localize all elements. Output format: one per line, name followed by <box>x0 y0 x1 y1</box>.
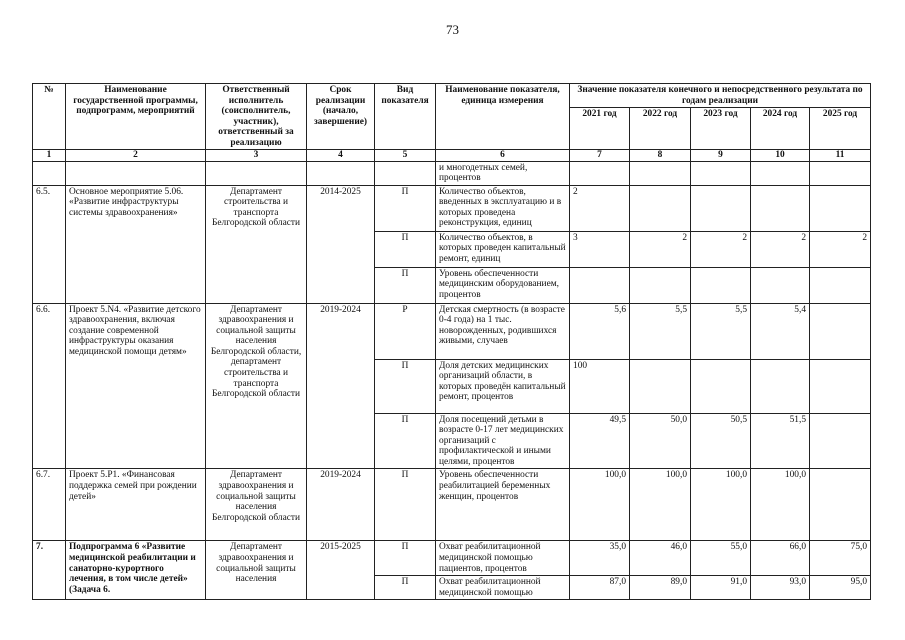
value-cell: 89,0 <box>630 576 691 600</box>
indicator-type: П <box>375 185 436 231</box>
table-row <box>33 161 871 185</box>
row-num: 7. <box>33 541 66 600</box>
indicator-cell: Уровень обеспеченности медицинским оборудованием, процентов <box>436 267 570 303</box>
column-number: 10 <box>751 150 810 162</box>
value-cell <box>570 267 630 303</box>
term-cell: 2019-2024 <box>307 469 375 541</box>
indicator-type: Р <box>375 303 436 359</box>
indicator-type: П <box>375 469 436 541</box>
indicator-cell: Уровень обеспеченности реабилитацией беременных женщин, процентов <box>436 469 570 541</box>
value-cell: 2 <box>691 231 751 267</box>
column-number: 9 <box>691 150 751 162</box>
responsible-cell: Департамент здравоохранения и социальной защиты населения Белгородской области, департамент строительства и транспорта Белгородской области <box>206 303 307 469</box>
indicator-type: П <box>375 231 436 267</box>
indicator-type: П <box>375 267 436 303</box>
indicator-cell: Доля детских медицинских организаций области, в которых проведён капитальный ремонт, процентов <box>436 359 570 413</box>
row-num: 6.6. <box>33 303 66 469</box>
table-row <box>33 541 871 576</box>
header-year: 2022 год <box>630 108 691 150</box>
value-cell <box>810 185 871 231</box>
column-number: 5 <box>375 150 436 162</box>
value-cell: 95,0 <box>810 576 871 600</box>
indicator-cell: Доля посещений детьми в возрасте 0-17 лет медицинских организаций с профилактической и иными целями, процентов <box>436 413 570 469</box>
responsible-cell: Департамент строительства и транспорта Белгородской области <box>206 185 307 303</box>
column-number: 8 <box>630 150 691 162</box>
header-values-group: Значение показателя конечного и непосредственного результата по годам реализации <box>570 84 871 108</box>
value-cell <box>691 267 751 303</box>
value-cell: 100,0 <box>630 469 691 541</box>
term-cell: 2015-2025 <box>307 541 375 600</box>
value-cell: 75,0 <box>810 541 871 576</box>
header-num: № <box>33 84 66 150</box>
responsible-cell: Департамент здравоохранения и социальной защиты населения Белгородской области <box>206 469 307 541</box>
value-cell: 5,5 <box>691 303 751 359</box>
value-cell: 2 <box>810 231 871 267</box>
value-cell <box>691 359 751 413</box>
value-cell <box>751 185 810 231</box>
column-number: 1 <box>33 150 66 162</box>
indicator-cell: и многодетных семей, процентов <box>436 161 570 185</box>
indicator-cell: Количество объектов, в которых проведен капитальный ремонт, единиц <box>436 231 570 267</box>
header-year: 2021 год <box>570 108 630 150</box>
column-number: 4 <box>307 150 375 162</box>
table-row <box>33 469 871 541</box>
column-number: 3 <box>206 150 307 162</box>
value-cell: 49,5 <box>570 413 630 469</box>
responsible-cell: Департамент здравоохранения и социальной защиты населения <box>206 541 307 600</box>
indicator-cell: Охват реабилитационной медицинской помощью пациентов, процентов <box>436 541 570 576</box>
value-cell: 87,0 <box>570 576 630 600</box>
indicator-type: П <box>375 359 436 413</box>
value-cell <box>810 267 871 303</box>
table-row <box>33 303 871 359</box>
value-cell: 93,0 <box>751 576 810 600</box>
measure-name: Основное мероприятие 5.06. «Развитие инфраструктуры системы здравоохранения» <box>66 185 206 303</box>
header-type: Вид показателя <box>375 84 436 150</box>
value-cell: 91,0 <box>691 576 751 600</box>
value-cell: 66,0 <box>751 541 810 576</box>
page-number: 73 <box>446 22 459 37</box>
measure-name: Проект 5.N4. «Развитие детского здравоохранения, включая создание современной инфраструктуры оказания медицинской помощи детям» <box>66 303 206 469</box>
measure-name: Подпрограмма 6 «Развитие медицинской реабилитации и санаторно-курортного лечения, в том числе детей» (Задача 6. <box>66 541 206 600</box>
value-cell: 2 <box>570 185 630 231</box>
value-cell: 50,5 <box>691 413 751 469</box>
header-year: 2025 год <box>810 108 871 150</box>
term-cell: 2014-2025 <box>307 185 375 303</box>
indicators-table <box>32 83 871 600</box>
header-responsible: Ответственный исполнитель (соисполнитель, участник), ответственный за реализацию <box>206 84 307 150</box>
value-cell <box>630 185 691 231</box>
header-term: Срок реализации (начало, завершение) <box>307 84 375 150</box>
value-cell: 2 <box>630 231 691 267</box>
header-indicator: Наименование показателя, единица измерения <box>436 84 570 150</box>
column-number: 6 <box>436 150 570 162</box>
value-cell <box>751 267 810 303</box>
measure-name: Проект 5.P1. «Финансовая поддержка семей при рождении детей» <box>66 469 206 541</box>
value-cell <box>810 359 871 413</box>
value-cell: 46,0 <box>630 541 691 576</box>
value-cell <box>630 359 691 413</box>
table-row <box>33 185 871 231</box>
value-cell <box>810 303 871 359</box>
value-cell: 55,0 <box>691 541 751 576</box>
value-cell: 100,0 <box>570 469 630 541</box>
value-cell: 5,6 <box>570 303 630 359</box>
column-number: 7 <box>570 150 630 162</box>
value-cell: 100,0 <box>751 469 810 541</box>
row-num: 6.5. <box>33 185 66 303</box>
value-cell: 2 <box>751 231 810 267</box>
value-cell <box>691 185 751 231</box>
header-year: 2023 год <box>691 108 751 150</box>
value-cell: 51,5 <box>751 413 810 469</box>
value-cell: 5,4 <box>751 303 810 359</box>
indicator-type: П <box>375 576 436 600</box>
value-cell: 100 <box>570 359 630 413</box>
column-number: 2 <box>66 150 206 162</box>
header-name: Наименование государственной программы, подпрограмм, мероприятий <box>66 84 206 150</box>
value-cell: 3 <box>570 231 630 267</box>
header-year: 2024 год <box>751 108 810 150</box>
indicator-type: П <box>375 541 436 576</box>
value-cell: 35,0 <box>570 541 630 576</box>
term-cell: 2019-2024 <box>307 303 375 469</box>
indicator-cell: Охват реабилитационной медицинской помощью <box>436 576 570 600</box>
indicator-cell: Количество объектов, введенных в эксплуатацию и в которых проведена реконструкция, единиц <box>436 185 570 231</box>
value-cell <box>751 359 810 413</box>
value-cell <box>630 267 691 303</box>
indicator-cell: Детская смертность (в возрасте 0-4 года) на 1 тыс. новорожденных, родившихся живыми, случаев <box>436 303 570 359</box>
indicator-type: П <box>375 413 436 469</box>
value-cell: 50,0 <box>630 413 691 469</box>
row-num: 6.7. <box>33 469 66 541</box>
value-cell: 5,5 <box>630 303 691 359</box>
column-number: 11 <box>810 150 871 162</box>
value-cell <box>810 469 871 541</box>
value-cell <box>810 413 871 469</box>
value-cell: 100,0 <box>691 469 751 541</box>
